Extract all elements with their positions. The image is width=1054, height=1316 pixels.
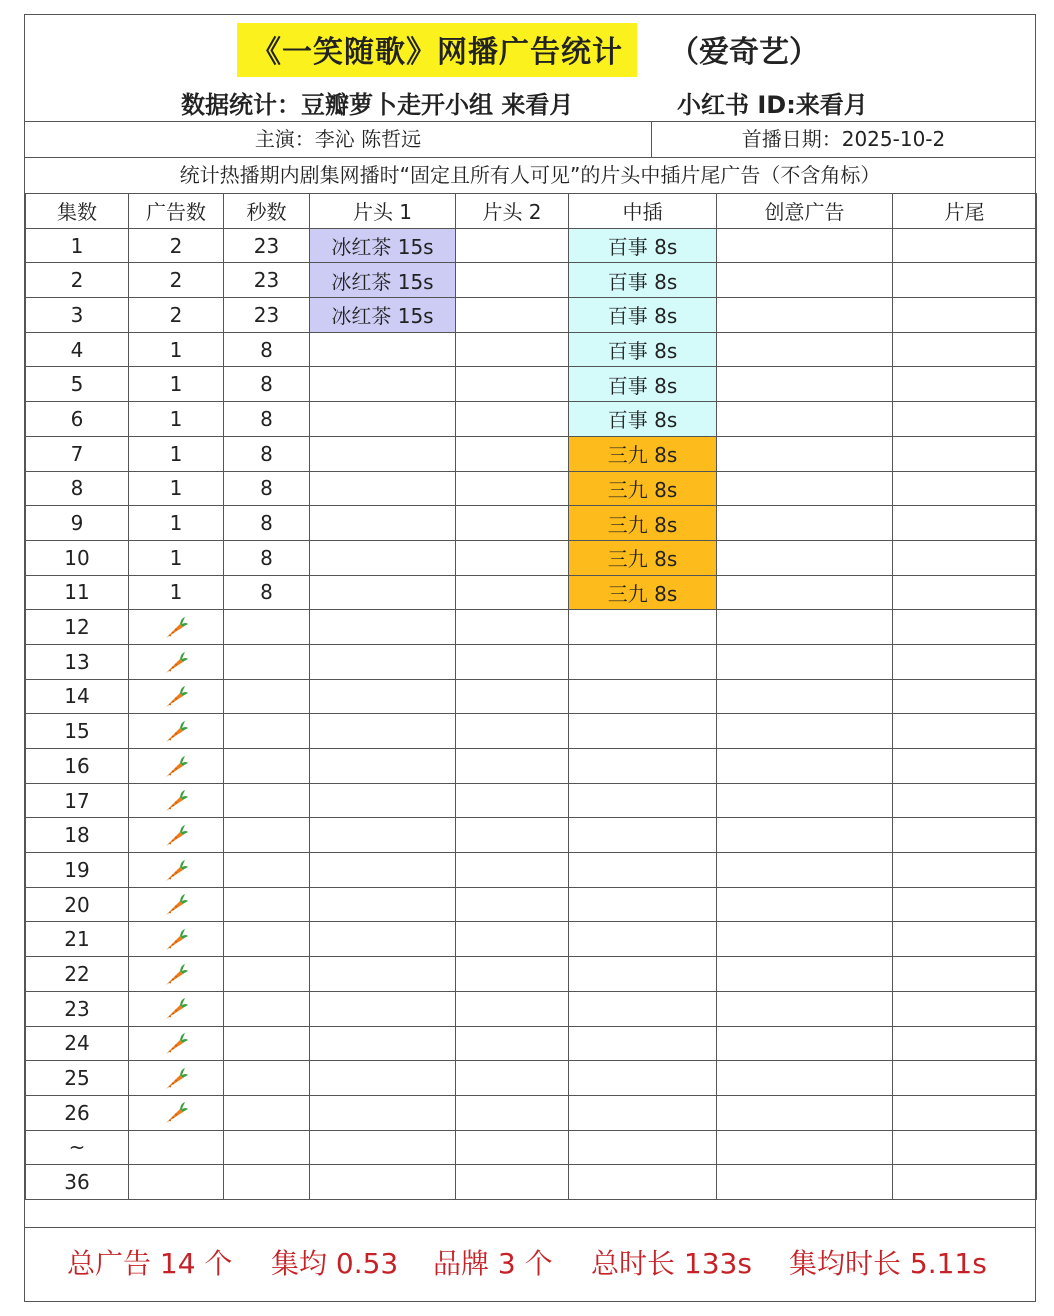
ending-cell <box>893 783 1037 818</box>
seconds-cell: 8 <box>224 506 310 541</box>
episode-cell: 15 <box>26 714 129 749</box>
credit-source: 数据统计：豆瓣萝卜走开小组 来看月 <box>181 91 574 119</box>
episode-cell: 17 <box>26 783 129 818</box>
seconds-cell <box>224 679 310 714</box>
midroll-cell <box>569 1095 717 1130</box>
opening2-cell <box>456 575 569 610</box>
episode-cell: 12 <box>26 610 129 645</box>
creative-cell <box>717 1095 893 1130</box>
opening1-cell <box>310 1130 456 1165</box>
ending-cell <box>893 749 1037 784</box>
summary-brands: 品牌 3 个 <box>433 1247 553 1280</box>
episode-cell: 21 <box>26 922 129 957</box>
ad-count-cell <box>129 1130 224 1165</box>
table-row <box>26 1095 1037 1130</box>
ending-cell <box>893 1130 1037 1165</box>
creative-cell <box>717 922 893 957</box>
table-row <box>26 922 1037 957</box>
carrot-icon <box>163 892 189 916</box>
summary-total-duration: 总时长 133s <box>591 1247 752 1280</box>
carrot-icon <box>163 649 189 673</box>
ad-count-cell: 1 <box>129 332 224 367</box>
ad-count-cell: 1 <box>129 402 224 437</box>
summary-total-ads: 总广告 14 个 <box>67 1247 233 1280</box>
opening1-cell <box>310 1165 456 1200</box>
seconds-cell <box>224 1061 310 1096</box>
opening2-cell <box>456 471 569 506</box>
episode-cell: 23 <box>26 991 129 1026</box>
episode-cell: 25 <box>26 1061 129 1096</box>
table-row <box>26 1026 1037 1061</box>
table-row <box>26 887 1037 922</box>
page-title: 《一笑随歌》网播广告统计 <box>237 23 637 77</box>
opening1-cell <box>310 783 456 818</box>
seconds-cell: 8 <box>224 436 310 471</box>
ending-cell <box>893 471 1037 506</box>
creative-cell <box>717 749 893 784</box>
seconds-cell <box>224 818 310 853</box>
opening1-cell <box>310 610 456 645</box>
ad-count-cell: 1 <box>129 436 224 471</box>
table-row <box>26 436 1037 471</box>
cast-label: 主演：李沁 陈哲远 <box>254 127 422 151</box>
creative-cell <box>717 540 893 575</box>
ad-count-cell: 1 <box>129 540 224 575</box>
opening2-cell <box>456 853 569 888</box>
seconds-cell <box>224 749 310 784</box>
ending-cell <box>893 506 1037 541</box>
midroll-cell <box>569 922 717 957</box>
episode-cell: 6 <box>26 402 129 437</box>
midroll-cell: 三九 8s <box>569 471 717 506</box>
ad-count-cell: 2 <box>129 228 224 263</box>
creative-cell <box>717 506 893 541</box>
opening2-cell <box>456 436 569 471</box>
table-row <box>26 957 1037 992</box>
table-row <box>26 575 1037 610</box>
table-row <box>26 332 1037 367</box>
ad-count-cell <box>129 749 224 784</box>
opening1-cell <box>310 644 456 679</box>
episode-cell: 2 <box>26 263 129 298</box>
opening2-cell <box>456 783 569 818</box>
table-body <box>26 228 1037 1199</box>
opening1-cell <box>310 575 456 610</box>
opening1-cell <box>310 714 456 749</box>
midroll-cell: 百事 8s <box>569 332 717 367</box>
opening1-cell <box>310 506 456 541</box>
ad-count-cell <box>129 1165 224 1200</box>
creative-cell <box>717 610 893 645</box>
col-header-seconds: 秒数 <box>224 194 310 229</box>
creative-cell <box>717 575 893 610</box>
midroll-cell <box>569 644 717 679</box>
ending-cell <box>893 402 1037 437</box>
description: 统计热播期内剧集网播时“固定且所有人可见”的片头中插片尾广告（不含角标） <box>179 163 881 187</box>
ad-stats-sheet <box>24 14 1036 1302</box>
opening1-cell <box>310 749 456 784</box>
opening1-cell <box>310 1026 456 1061</box>
episode-cell: 8 <box>26 471 129 506</box>
opening2-cell <box>456 506 569 541</box>
opening1-cell <box>310 853 456 888</box>
ad-count-cell <box>129 783 224 818</box>
opening2-cell <box>456 714 569 749</box>
opening2-cell <box>456 644 569 679</box>
table-row <box>26 749 1037 784</box>
ending-cell <box>893 1165 1037 1200</box>
col-header-creative: 创意广告 <box>717 194 893 229</box>
opening1-cell <box>310 1095 456 1130</box>
ending-cell <box>893 610 1037 645</box>
table-row <box>26 853 1037 888</box>
table-row <box>26 506 1037 541</box>
table-row <box>26 1130 1037 1165</box>
ad-count-cell <box>129 644 224 679</box>
carrot-icon <box>163 822 189 846</box>
ad-count-cell <box>129 610 224 645</box>
col-header-opening1: 片头 1 <box>310 194 456 229</box>
episode-cell: 10 <box>26 540 129 575</box>
creative-cell <box>717 887 893 922</box>
seconds-cell <box>224 1095 310 1130</box>
carrot-icon <box>163 961 189 985</box>
carrot-icon <box>163 718 189 742</box>
episode-cell: 19 <box>26 853 129 888</box>
creative-cell <box>717 228 893 263</box>
opening1-cell: 冰红茶 15s <box>310 228 456 263</box>
carrot-icon <box>163 788 189 812</box>
episode-cell: 20 <box>26 887 129 922</box>
carrot-icon <box>163 857 189 881</box>
opening1-cell <box>310 887 456 922</box>
episode-cell: 26 <box>26 1095 129 1130</box>
episode-cell: 5 <box>26 367 129 402</box>
midroll-cell: 三九 8s <box>569 540 717 575</box>
ad-count-cell <box>129 1026 224 1061</box>
seconds-cell: 23 <box>224 298 310 333</box>
carrot-icon <box>163 684 189 708</box>
episode-cell: 16 <box>26 749 129 784</box>
seconds-cell: 8 <box>224 332 310 367</box>
ending-cell <box>893 957 1037 992</box>
ending-cell <box>893 263 1037 298</box>
opening2-cell <box>456 298 569 333</box>
summary-bar <box>25 1227 1035 1304</box>
ad-count-cell <box>129 887 224 922</box>
seconds-cell <box>224 610 310 645</box>
opening2-cell <box>456 332 569 367</box>
episode-cell: 11 <box>26 575 129 610</box>
ad-table <box>25 193 1037 1200</box>
seconds-cell <box>224 783 310 818</box>
ending-cell <box>893 1026 1037 1061</box>
midroll-cell <box>569 957 717 992</box>
ad-count-cell: 2 <box>129 298 224 333</box>
carrot-icon <box>163 614 189 638</box>
title-row <box>25 15 1035 79</box>
ad-count-cell <box>129 1061 224 1096</box>
opening2-cell <box>456 540 569 575</box>
seconds-cell: 23 <box>224 263 310 298</box>
table-row <box>26 367 1037 402</box>
seconds-cell <box>224 922 310 957</box>
opening2-cell <box>456 1130 569 1165</box>
ad-count-cell: 1 <box>129 471 224 506</box>
opening2-cell <box>456 1165 569 1200</box>
midroll-cell <box>569 818 717 853</box>
creative-cell <box>717 367 893 402</box>
ending-cell <box>893 644 1037 679</box>
creative-cell <box>717 957 893 992</box>
opening2-cell <box>456 749 569 784</box>
seconds-cell: 8 <box>224 575 310 610</box>
table-row <box>26 402 1037 437</box>
seconds-cell: 8 <box>224 367 310 402</box>
col-header-midroll: 中插 <box>569 194 717 229</box>
seconds-cell: 8 <box>224 402 310 437</box>
opening1-cell <box>310 991 456 1026</box>
midroll-cell <box>569 1130 717 1165</box>
ad-count-cell <box>129 853 224 888</box>
opening1-cell <box>310 471 456 506</box>
table-row <box>26 783 1037 818</box>
ad-count-cell: 2 <box>129 263 224 298</box>
ending-cell <box>893 1061 1037 1096</box>
opening1-cell <box>310 332 456 367</box>
midroll-cell: 三九 8s <box>569 506 717 541</box>
carrot-icon <box>163 1100 189 1124</box>
col-header-ad-count: 广告数 <box>129 194 224 229</box>
midroll-cell: 三九 8s <box>569 575 717 610</box>
creative-cell <box>717 818 893 853</box>
opening1-cell <box>310 679 456 714</box>
ad-count-cell: 1 <box>129 575 224 610</box>
ad-count-cell <box>129 957 224 992</box>
ending-cell <box>893 436 1037 471</box>
creative-cell <box>717 332 893 367</box>
creative-cell <box>717 783 893 818</box>
episode-cell: 7 <box>26 436 129 471</box>
ending-cell <box>893 298 1037 333</box>
ad-count-cell <box>129 679 224 714</box>
col-header-opening2: 片头 2 <box>456 194 569 229</box>
opening2-cell <box>456 610 569 645</box>
ad-count-cell: 1 <box>129 367 224 402</box>
midroll-cell <box>569 887 717 922</box>
table-row <box>26 679 1037 714</box>
ad-count-cell <box>129 714 224 749</box>
table-row <box>26 818 1037 853</box>
midroll-cell <box>569 1061 717 1096</box>
opening1-cell <box>310 367 456 402</box>
creative-cell <box>717 853 893 888</box>
midroll-cell <box>569 714 717 749</box>
seconds-cell <box>224 1130 310 1165</box>
table-row <box>26 1165 1037 1200</box>
opening2-cell <box>456 991 569 1026</box>
opening1-cell <box>310 922 456 957</box>
episode-cell: 13 <box>26 644 129 679</box>
creative-cell <box>717 436 893 471</box>
ending-cell <box>893 540 1037 575</box>
col-header-ending: 片尾 <box>893 194 1037 229</box>
col-header-episode: 集数 <box>26 194 129 229</box>
midroll-cell: 百事 8s <box>569 298 717 333</box>
seconds-cell <box>224 714 310 749</box>
ad-count-cell <box>129 922 224 957</box>
midroll-cell <box>569 991 717 1026</box>
opening1-cell <box>310 402 456 437</box>
episode-cell: ~ <box>26 1130 129 1165</box>
table-row <box>26 540 1037 575</box>
seconds-cell <box>224 1165 310 1200</box>
ending-cell <box>893 714 1037 749</box>
table-row <box>26 263 1037 298</box>
ad-count-cell <box>129 991 224 1026</box>
opening1-cell <box>310 436 456 471</box>
episode-cell: 3 <box>26 298 129 333</box>
opening1-cell: 冰红茶 15s <box>310 263 456 298</box>
midroll-cell <box>569 853 717 888</box>
seconds-cell <box>224 887 310 922</box>
ad-count-cell <box>129 818 224 853</box>
seconds-cell: 23 <box>224 228 310 263</box>
ending-cell <box>893 679 1037 714</box>
opening2-cell <box>456 1061 569 1096</box>
midroll-cell: 百事 8s <box>569 367 717 402</box>
ending-cell <box>893 367 1037 402</box>
creative-cell <box>717 402 893 437</box>
opening2-cell <box>456 263 569 298</box>
seconds-cell <box>224 957 310 992</box>
opening2-cell <box>456 1026 569 1061</box>
ending-cell <box>893 887 1037 922</box>
creative-cell <box>717 991 893 1026</box>
opening2-cell <box>456 922 569 957</box>
ending-cell <box>893 228 1037 263</box>
midroll-cell <box>569 783 717 818</box>
opening2-cell <box>456 887 569 922</box>
ending-cell <box>893 991 1037 1026</box>
episode-cell: 1 <box>26 228 129 263</box>
summary-avg-duration: 集均时长 5.11s <box>789 1247 987 1280</box>
table-row <box>26 610 1037 645</box>
seconds-cell: 8 <box>224 471 310 506</box>
episode-cell: 14 <box>26 679 129 714</box>
creative-cell <box>717 298 893 333</box>
ending-cell <box>893 1095 1037 1130</box>
table-header-row <box>26 194 1037 229</box>
carrot-icon <box>163 996 189 1020</box>
carrot-icon <box>163 927 189 951</box>
opening2-cell <box>456 679 569 714</box>
ending-cell <box>893 853 1037 888</box>
midroll-cell <box>569 749 717 784</box>
midroll-cell <box>569 1026 717 1061</box>
creative-cell <box>717 644 893 679</box>
creative-cell <box>717 1026 893 1061</box>
episode-cell: 9 <box>26 506 129 541</box>
seconds-cell <box>224 644 310 679</box>
midroll-cell: 百事 8s <box>569 263 717 298</box>
carrot-icon <box>163 753 189 777</box>
opening2-cell <box>456 402 569 437</box>
midroll-cell <box>569 1165 717 1200</box>
opening1-cell <box>310 957 456 992</box>
episode-cell: 24 <box>26 1026 129 1061</box>
midroll-cell: 百事 8s <box>569 402 717 437</box>
platform-label: （爱奇艺） <box>669 35 819 70</box>
creative-cell <box>717 1165 893 1200</box>
seconds-cell <box>224 1026 310 1061</box>
table-row <box>26 1061 1037 1096</box>
opening2-cell <box>456 818 569 853</box>
ending-cell <box>893 818 1037 853</box>
opening2-cell <box>456 228 569 263</box>
episode-cell: 22 <box>26 957 129 992</box>
episode-cell: 4 <box>26 332 129 367</box>
seconds-cell <box>224 991 310 1026</box>
episode-cell: 36 <box>26 1165 129 1200</box>
midroll-cell <box>569 610 717 645</box>
seconds-cell <box>224 853 310 888</box>
creative-cell <box>717 471 893 506</box>
table-row <box>26 714 1037 749</box>
table-row <box>26 991 1037 1026</box>
opening1-cell <box>310 540 456 575</box>
creative-cell <box>717 263 893 298</box>
opening1-cell <box>310 1061 456 1096</box>
episode-cell: 18 <box>26 818 129 853</box>
seconds-cell: 8 <box>224 540 310 575</box>
carrot-icon <box>163 1065 189 1089</box>
table-row <box>26 298 1037 333</box>
creative-cell <box>717 1130 893 1165</box>
ending-cell <box>893 332 1037 367</box>
creative-cell <box>717 1061 893 1096</box>
midroll-cell: 三九 8s <box>569 436 717 471</box>
premiere-date: 首播日期：2025-10-2 <box>741 127 946 151</box>
table-row <box>26 228 1037 263</box>
midroll-cell <box>569 679 717 714</box>
summary-avg-per-episode: 集均 0.53 <box>271 1247 399 1280</box>
carrot-icon <box>163 1031 189 1055</box>
opening2-cell <box>456 367 569 402</box>
creative-cell <box>717 714 893 749</box>
ending-cell <box>893 922 1037 957</box>
table-row <box>26 471 1037 506</box>
ending-cell <box>893 575 1037 610</box>
table-row <box>26 644 1037 679</box>
opening2-cell <box>456 957 569 992</box>
opening1-cell: 冰红茶 15s <box>310 298 456 333</box>
midroll-cell: 百事 8s <box>569 228 717 263</box>
ad-count-cell <box>129 1095 224 1130</box>
ad-count-cell: 1 <box>129 506 224 541</box>
opening2-cell <box>456 1095 569 1130</box>
opening1-cell <box>310 818 456 853</box>
creative-cell <box>717 679 893 714</box>
credit-xhs: 小红书 ID:来看月 <box>677 91 868 119</box>
